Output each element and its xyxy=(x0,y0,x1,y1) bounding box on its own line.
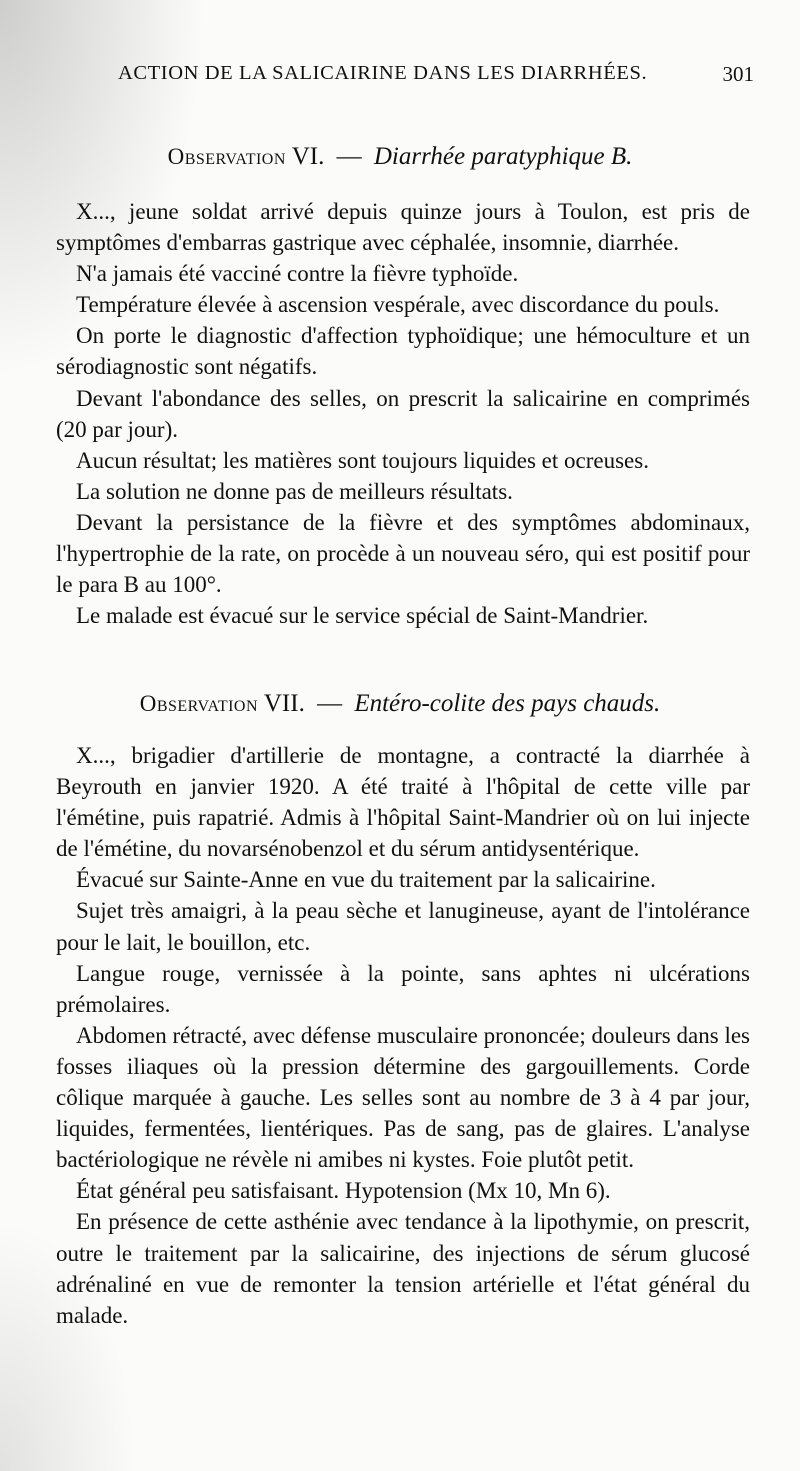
observation-7-paragraph: Sujet très amaigri, à la peau sèche et lanugineuse, ayant de l'intolérance pour le lait, le bouillon, etc. xyxy=(56,898,750,955)
observation-6-label: Observation xyxy=(167,144,286,169)
observation-7-paragraph: En présence de cette asthénie avec tendance à la lipothymie, on prescrit, outre le traitement par la salicairine, des injections de sérum glucosé adrénaliné en vue de remonter la tension artérielle et l'état général du malade. xyxy=(56,1209,750,1328)
observation-6-paragraph: Devant l'abondance des selles, on prescrit la salicairine en comprimés (20 par jour). xyxy=(56,385,750,442)
observation-6-dash: — xyxy=(336,143,362,170)
observation-7-paragraph: État général peu satisfaisant. Hypotension (Mx 10, Mn 6). xyxy=(76,1178,611,1204)
observation-6-paragraph: X..., jeune soldat arrivé depuis quinze jours à Toulon, est pris de symptômes d'embarras gastrique avec céphalée, insomnie, diarrhée. xyxy=(56,199,750,256)
observation-7-body xyxy=(56,740,750,1331)
observation-6-paragraph: Température élevée à ascension vespérale, avec discordance du pouls. xyxy=(76,292,720,318)
running-head xyxy=(118,62,754,92)
observation-6-heading xyxy=(0,143,800,171)
observation-6-paragraph: On porte le diagnostic d'affection typhoïdique; une hémoculture et un sérodiagnostic sont négatifs. xyxy=(56,323,750,380)
observation-6-paragraph: Le malade est évacué sur le service spécial de Saint-Mandrier. xyxy=(76,603,649,629)
observation-6-body xyxy=(56,196,750,631)
running-title: ACTION DE LA SALICAIRINE DANS LES DIARRHÉES. xyxy=(118,62,648,84)
observation-7-number: VII. xyxy=(263,690,305,717)
observation-6-paragraph: La solution ne donne pas de meilleurs résultats. xyxy=(76,478,513,504)
observation-7-subtitle: Entéro-colite des pays chauds. xyxy=(354,690,661,717)
observation-7-label: Observation xyxy=(139,691,259,716)
observation-7-paragraph: Langue rouge, vernissée à la pointe, sans aphtes ni ulcérations prémolaires. xyxy=(56,960,750,1017)
observation-7-dash: — xyxy=(317,690,343,717)
observation-7-paragraph: Évacué sur Sainte-Anne en vue du traitement par la salicairine. xyxy=(76,867,656,893)
observation-6-paragraph: Aucun résultat; les matières sont toujours liquides et ocreuses. xyxy=(76,447,649,473)
observation-6-subtitle: Diarrhée paratyphique B. xyxy=(373,143,633,170)
observation-7-paragraph: X..., brigadier d'artillerie de montagne, a contracté la diarrhée à Beyrouth en janvier 1920. A été traité à l'hôpital de cette ville par l'émétine, puis rapatrié. Admis à l'hôpital Saint-Mandrier où on lui injecte de l'émétine, du novarsénobenzol et du sérum antidysentérique. xyxy=(56,743,750,862)
observation-7-heading xyxy=(0,690,800,718)
page-number: 301 xyxy=(722,62,754,86)
observation-6-paragraph: N'a jamais été vacciné contre la fièvre typhoïde. xyxy=(76,261,519,287)
observation-6-paragraph: Devant la persistance de la fièvre et des symptômes abdominaux, l'hypertrophie de la rate, on procède à un nouveau séro, qui est positif pour le para B au 100°. xyxy=(56,509,750,598)
observation-6-number: VI. xyxy=(291,143,325,170)
observation-7-paragraph: Abdomen rétracté, avec défense musculaire prononcée; douleurs dans les fosses iliaques où la pression détermine des gargouillements. Corde côlique marquée à gauche. Les selles sont au nombre de 3 à 4 par jour, liquides, fermentées, lientériques. Pas de sang, pas de glaires. L'analyse bactériologique ne révèle ni amibes ni kystes. Foie plutôt petit. xyxy=(56,1022,750,1173)
